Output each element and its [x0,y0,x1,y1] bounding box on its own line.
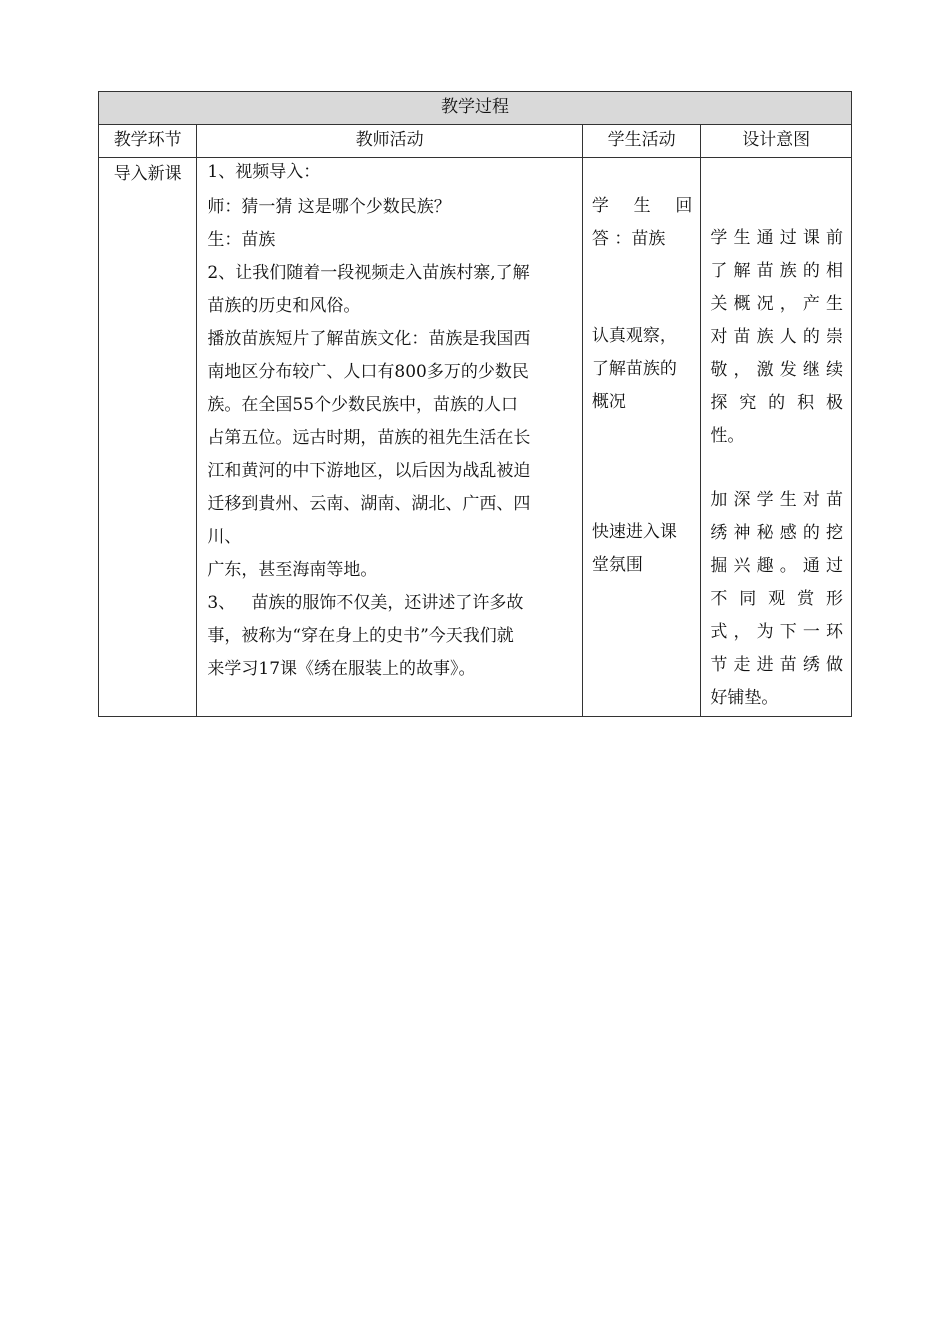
teacher-line: 3、 苗族的服饰不仅美，还讲述了许多故 [207,593,524,613]
design-char: 续 [825,360,843,380]
table-header-row [99,125,852,158]
stage-cell: 导入新课 [99,158,197,717]
design-char: 绣 [710,523,728,543]
design-char: 学 [710,228,728,248]
design-char: 概 [733,294,751,314]
design-char: 激 [756,360,774,380]
teacher-line: 迁移到貴州、云南、湖南、湖北、广西、四 [207,494,531,514]
design-char: 。 [779,556,797,576]
design-char: 族 [756,327,774,347]
design-line [710,550,843,583]
design-char: 为 [756,622,774,642]
teacher-line: 族。在全国55个少数民族中，苗族的人口 [207,395,519,415]
design-char: 过 [779,228,797,248]
design-char: 通 [756,228,774,248]
teacher-line: 江和黄河的中下游地区，以后因为战乱被迫 [207,461,531,481]
design-char: 感 [779,523,797,543]
design-char: 极 [825,393,843,413]
teacher-line: 川、 [207,527,242,547]
design-char: 苗 [733,327,751,347]
design-line [710,255,843,288]
design-line: 性。 [710,426,745,446]
design-line [710,583,843,616]
design-char: 解 [733,261,751,281]
design-char: 苗 [779,655,797,675]
student-activity-block-3 [592,516,692,582]
design-char: ， [733,622,751,642]
header-design: 设计意图 [701,125,852,158]
design-char: 观 [768,589,786,609]
student-line: 答 ：苗族 [591,229,666,249]
design-char: 族 [779,261,797,281]
table-title: 教学过程 [99,92,852,125]
design-char: 过 [825,556,843,576]
design-intent-cell [701,158,852,717]
design-char: 相 [825,261,843,281]
header-teacher: 教师活动 [197,125,583,158]
design-char: 发 [779,360,797,380]
design-char: 苗 [825,490,843,510]
student-line: 了解苗族的 [591,359,677,379]
teacher-line: 来学习17课《绣在服装上的故事》。 [207,659,476,679]
design-char: 通 [802,556,820,576]
design-char: 继 [802,360,820,380]
teacher-line: 事，被称为“穿在身上的史书”今天我们就 [207,626,514,646]
table-title-row [99,92,852,125]
design-char: 式 [710,622,728,642]
design-char: 不 [710,589,728,609]
student-activity-block-1 [592,190,692,256]
design-char: 一 [802,622,820,642]
design-char: 了 [710,261,728,281]
design-char: 进 [756,655,774,675]
design-char: 积 [797,393,815,413]
design-char: 挖 [825,523,843,543]
design-char: 趣 [756,556,774,576]
design-char: 的 [802,261,820,281]
design-char: 苗 [756,261,774,281]
design-intent-block-2 [710,484,843,715]
design-char: 探 [710,393,728,413]
design-char: 同 [739,589,757,609]
design-line [710,484,843,517]
header-stage: 教学环节 [99,125,197,158]
design-line [710,288,843,321]
design-char: 对 [802,490,820,510]
design-line [710,354,843,387]
teacher-line: 苗族的历史和风俗。 [207,296,361,316]
design-char: 深 [733,490,751,510]
design-char: 的 [768,393,786,413]
design-intent-block-1 [710,222,843,453]
teacher-line: 占第五位。远古时期，苗族的祖先生活在长 [207,428,531,448]
design-char: 对 [710,327,728,347]
teacher-line: 广东，甚至海南等地。 [207,560,378,580]
teacher-line: 师：猜一猜 这是哪个少数民族？ [207,197,451,217]
student-line: 快速进入课 [591,522,677,542]
design-char: 节 [710,655,728,675]
teaching-process-table [98,91,852,717]
design-line [710,387,843,420]
design-line: 好铺垫。 [710,688,779,708]
student-activity-block-2 [592,320,692,419]
design-char: 掘 [710,556,728,576]
design-char: 的 [802,523,820,543]
table-row [99,158,852,717]
design-char: 敬 [710,360,728,380]
design-char: 课 [802,228,820,248]
teacher-line: 播放苗族短片了解苗族文化：苗族是我国西 [207,329,531,349]
student-char: 学 [591,196,609,216]
design-char: 走 [733,655,751,675]
teacher-activity-cell [197,158,583,717]
design-line [710,517,843,550]
design-char: 况 [756,294,774,314]
design-char: 生 [733,228,751,248]
student-line [592,190,692,223]
design-line [710,321,843,354]
header-student: 学生活动 [582,125,700,158]
design-char: 神 [733,523,751,543]
design-char: 关 [710,294,728,314]
teacher-line: 2、让我们随着一段视频走入苗族村寨,了解 [207,263,530,283]
design-char: 崇 [825,327,843,347]
design-char: 学 [756,490,774,510]
design-line [710,222,843,255]
student-char: 回 [675,196,693,216]
design-line [710,649,843,682]
design-char: 生 [825,294,843,314]
design-char: 前 [825,228,843,248]
student-char: 生 [633,196,651,216]
student-line: 认真观察， [591,326,677,346]
design-char: 环 [825,622,843,642]
teacher-line: 生：苗族 [207,230,276,250]
design-char: 的 [802,327,820,347]
design-char: 生 [779,490,797,510]
design-char: 兴 [733,556,751,576]
design-char: 产 [802,294,820,314]
design-char: 赏 [797,589,815,609]
design-char: 形 [825,589,843,609]
student-line: 堂氛围 [591,555,643,575]
student-activity-cell [582,158,700,717]
design-char: 秘 [756,523,774,543]
design-char: 人 [779,327,797,347]
design-char: ， [779,294,797,314]
student-line: 概况 [591,392,626,412]
design-line [710,616,843,649]
design-char: 下 [779,622,797,642]
design-char: 绣 [802,655,820,675]
design-char: 做 [825,655,843,675]
teacher-line: 南地区分布较广、人口有800多万的少数民 [207,362,529,382]
design-char: 究 [739,393,757,413]
design-char: ， [733,360,751,380]
design-char: 加 [710,490,728,510]
teacher-line: 1、视频导入： [207,162,321,182]
